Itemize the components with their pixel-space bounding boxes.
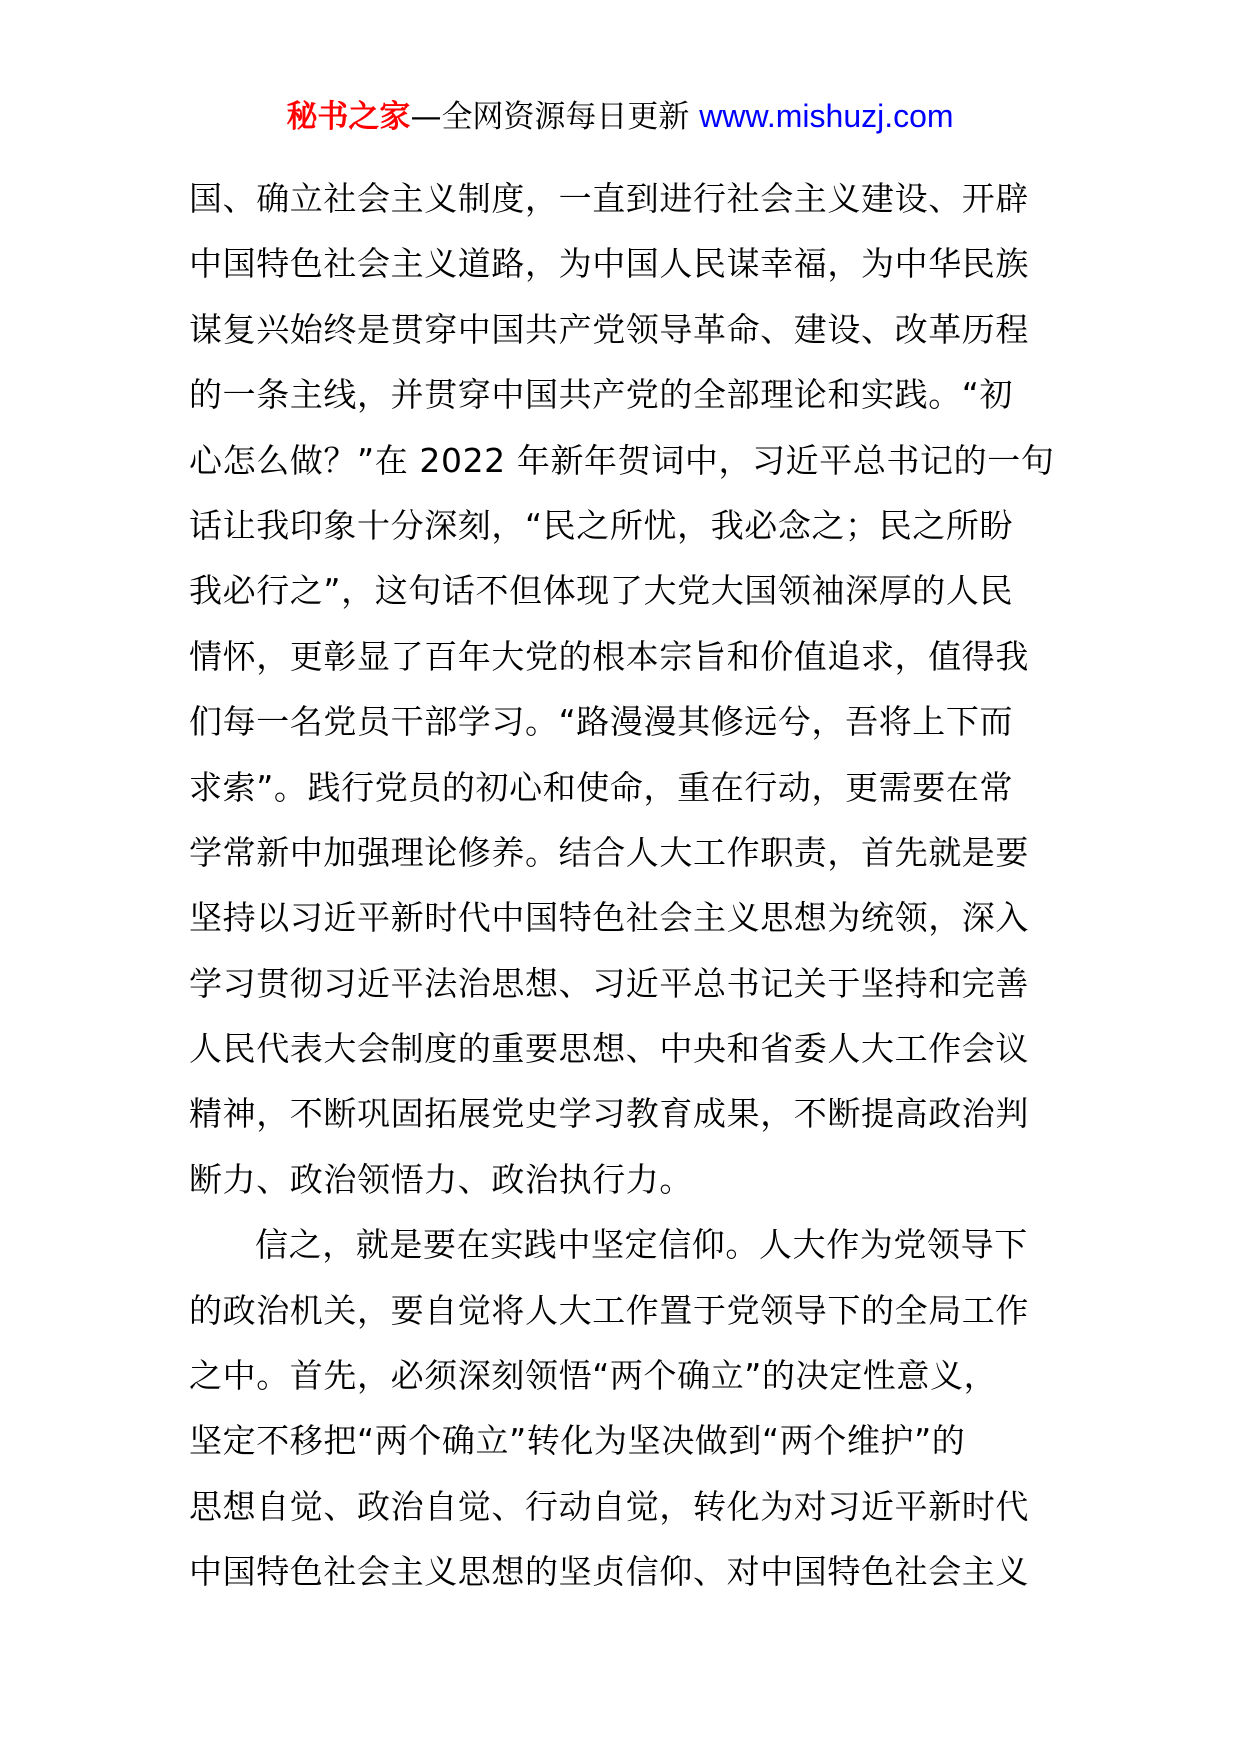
text-line: 思想自觉、政治自觉、行动自觉，转化为对习近平新时代 (189, 1486, 1029, 1526)
site-brand: 秘书之家 (286, 99, 411, 135)
text-line: 坚持以习近平新时代中国特色社会主义思想为统领，深入 (189, 898, 1029, 938)
text-line: 的政治机关，要自觉将人大工作置于党领导下的全局工作 (189, 1290, 1029, 1330)
text-line: 人民代表大会制度的重要思想、中央和省委人大工作会议 (189, 1029, 1029, 1069)
text-line: 学习贯彻习近平法治思想、习近平总书记关于坚持和完善 (189, 963, 1029, 1003)
site-header (0, 96, 1240, 137)
text-line: 学常新中加强理论修养。结合人大工作职责，首先就是要 (189, 832, 1029, 872)
text-line: 的一条主线，并贯穿中国共产党的全部理论和实践。“初 (189, 375, 1014, 415)
text-line: 情怀，更彰显了百年大党的根本宗旨和价值追求，值得我 (189, 636, 1029, 676)
document-body (189, 166, 1059, 1605)
text-line: 断力、政治领悟力、政治执行力。 (189, 1159, 693, 1199)
text-line: 们每一名党员干部学习。“路漫漫其修远兮，吾将上下而 (189, 702, 1014, 742)
text-line: 坚定不移把“两个确立”转化为坚决做到“两个维护”的 (189, 1421, 966, 1461)
text-line: 话让我印象十分深刻，“民之所忧，我必念之；民之所盼 (189, 505, 1014, 545)
site-url-link[interactable]: www.mishuzj.com (699, 98, 954, 134)
paragraph-first-line: 信之，就是要在实践中坚定信仰。人大作为党领导下 (255, 1225, 1028, 1265)
text-line: 中国特色社会主义道路，为中国人民谋幸福，为中华民族 (189, 244, 1029, 284)
text-line: 我必行之”，这句话不但体现了大党大国领袖深厚的人民 (189, 571, 1014, 611)
text-line: 心怎么做？”在 2022 年新年贺词中，习近平总书记的一句 (189, 440, 1055, 480)
text-line: 谋复兴始终是贯穿中国共产党领导革命、建设、改革历程 (189, 309, 1029, 349)
site-tagline: —全网资源每日更新 (410, 99, 690, 135)
text-line: 国、确立社会主义制度，一直到进行社会主义建设、开辟 (189, 179, 1029, 218)
text-line: 之中。首先，必须深刻领悟“两个确立”的决定性意义， (189, 1356, 998, 1396)
text-line: 精神，不断巩固拓展党史学习教育成果，不断提高政治判 (189, 1094, 1029, 1134)
text-line: 求索”。践行党员的初心和使命，重在行动，更需要在常 (189, 767, 1014, 807)
text-line: 中国特色社会主义思想的坚贞信仰、对中国特色社会主义 (189, 1552, 1029, 1592)
